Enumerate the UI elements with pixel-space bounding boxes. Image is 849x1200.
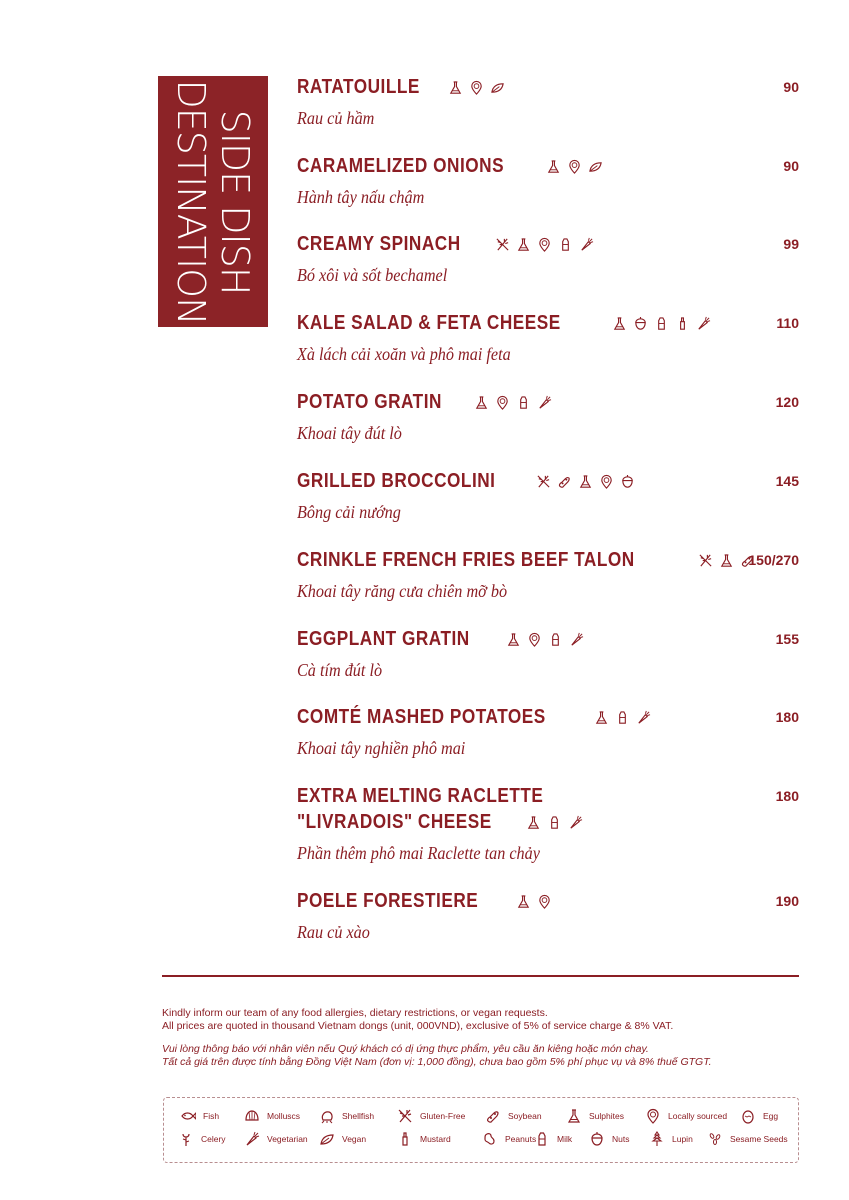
legend-label: Vegetarian	[267, 1134, 308, 1144]
menu-item-name: CREAMY SPINACH	[297, 233, 461, 255]
legend-entry	[180, 1108, 219, 1124]
legend-row-1	[164, 1108, 798, 1128]
sulphites-icon	[448, 80, 463, 95]
menu-item-description: Cà tím đút lò	[297, 660, 383, 680]
divider	[162, 975, 799, 977]
allergen-icons	[612, 310, 711, 336]
vegetarian-icon	[537, 395, 552, 410]
vegetarian-icon	[244, 1131, 260, 1147]
menu-item-name: EXTRA MELTING RACLETTE "LIVRADOIS" CHEESE	[297, 785, 544, 833]
legend-label: Sesame Seeds	[730, 1134, 788, 1144]
allergen-icons	[506, 626, 584, 652]
locally-sourced-icon	[599, 474, 614, 489]
milk-icon	[547, 815, 562, 830]
menu-item-price: 180	[775, 788, 799, 804]
fish-icon	[180, 1108, 196, 1124]
allergen-legend	[163, 1097, 799, 1163]
shellfish-icon	[319, 1108, 335, 1124]
milk-icon	[534, 1131, 550, 1147]
legend-entry	[707, 1131, 788, 1147]
legend-entry	[740, 1108, 778, 1124]
menu-item-price: 150/270	[748, 552, 799, 568]
locally-sourced-icon	[527, 632, 542, 647]
soybean-icon	[557, 474, 572, 489]
menu-item	[297, 468, 799, 524]
menu-item-price: 180	[775, 709, 799, 725]
milk-icon	[516, 395, 531, 410]
footer-notes	[162, 1007, 802, 1069]
sulphites-icon	[546, 159, 561, 174]
gluten-free-icon	[397, 1108, 413, 1124]
menu-item-description: Rau củ xào	[297, 922, 370, 942]
menu-item	[297, 153, 799, 209]
milk-icon	[558, 237, 573, 252]
menu-item	[297, 389, 799, 445]
legend-entry	[485, 1108, 542, 1124]
menu-item	[297, 231, 799, 287]
peanuts-icon	[482, 1131, 498, 1147]
section-title-line-1: SIDE DISH	[213, 109, 257, 294]
nuts-icon	[589, 1131, 605, 1147]
legend-entry	[178, 1131, 226, 1147]
legend-entry	[397, 1131, 451, 1147]
sulphites-icon	[506, 632, 521, 647]
sulphites-icon	[516, 894, 531, 909]
locally-sourced-icon	[469, 80, 484, 95]
mustard-icon	[397, 1131, 413, 1147]
menu-item	[297, 704, 799, 760]
locally-sourced-icon	[495, 395, 510, 410]
menu-item-price: 120	[775, 394, 799, 410]
soybean-icon	[485, 1108, 501, 1124]
sulphites-icon	[594, 710, 609, 725]
menu-item-name: CARAMELIZED ONIONS	[297, 155, 505, 177]
vegetarian-icon	[636, 710, 651, 725]
menu-item-description: Xà lách cải xoăn và phô mai feta	[297, 344, 511, 364]
legend-entry	[645, 1108, 727, 1124]
legend-label: Fish	[203, 1111, 220, 1121]
legend-label: Molluscs	[267, 1111, 301, 1121]
locally-sourced-icon	[567, 159, 582, 174]
menu-item-description: Khoai tây nghiền phô mai	[297, 738, 466, 758]
menu-item-description: Khoai tây đút lò	[297, 423, 402, 443]
lupin-icon	[649, 1131, 665, 1147]
note-prices-vi: Tất cả giá trên được tính bằng Đồng Việt Nam (đơn vị: 1,000 đồng), chưa bao gồm 5% phí phục vụ và 8% thuế GTGT.	[162, 1056, 712, 1068]
nuts-icon	[633, 316, 648, 331]
sesame-seeds-icon	[707, 1131, 723, 1147]
legend-row-2	[164, 1131, 798, 1151]
allergen-icons	[536, 468, 635, 494]
allergen-icons	[495, 231, 594, 257]
egg-icon	[740, 1108, 756, 1124]
sulphites-icon	[516, 237, 531, 252]
allergen-icons	[516, 888, 552, 914]
menu-item-price: 155	[775, 631, 799, 647]
legend-label: Vegan	[342, 1134, 367, 1144]
legend-label: Locally sourced	[668, 1111, 728, 1121]
sulphites-icon	[719, 553, 734, 568]
milk-icon	[548, 632, 563, 647]
legend-label: Milk	[557, 1134, 573, 1144]
vegetarian-icon	[568, 815, 583, 830]
menu-item-description: Hành tây nấu chậm	[297, 187, 425, 207]
menu-item	[297, 547, 799, 603]
milk-icon	[615, 710, 630, 725]
allergen-icons	[448, 74, 505, 100]
menu-item-price: 110	[776, 315, 799, 331]
legend-entry	[319, 1131, 366, 1147]
allergen-icons	[594, 704, 651, 730]
menu-item-name: KALE SALAD & FETA CHEESE	[297, 312, 561, 334]
note-prices-en: All prices are quoted in thousand Vietnam dongs (unit, 000VND), exclusive of 5% of service charge & 8% VAT.	[162, 1020, 674, 1032]
menu-item-name: POTATO GRATIN	[297, 391, 442, 413]
legend-label: Celery	[201, 1134, 226, 1144]
legend-label: Lupin	[672, 1134, 693, 1144]
menu-item-name: GRILLED BROCCOLINI	[297, 470, 496, 492]
legend-entry	[244, 1131, 308, 1147]
menu-item-price: 99	[783, 236, 799, 252]
menu-item	[297, 888, 799, 944]
vegetarian-icon	[579, 237, 594, 252]
sulphites-icon	[578, 474, 593, 489]
sulphites-icon	[612, 316, 627, 331]
legend-entry	[589, 1131, 629, 1147]
menu-item-description: Phần thêm phô mai Raclette tan chảy	[297, 843, 540, 863]
menu-item-description: Bó xôi và sốt bechamel	[297, 265, 448, 285]
legend-label: Peanuts	[505, 1134, 537, 1144]
locally-sourced-icon	[537, 894, 552, 909]
section-title-line-2: DESTINATION	[169, 78, 213, 325]
gluten-free-icon	[536, 474, 551, 489]
section-title	[169, 79, 257, 324]
gluten-free-icon	[698, 553, 713, 568]
menu-item	[297, 783, 799, 865]
menu-item-price: 90	[783, 158, 799, 174]
legend-label: Mustard	[420, 1134, 451, 1144]
allergen-icons	[474, 389, 552, 415]
legend-entry	[649, 1131, 693, 1147]
menu-item-name: CRINKLE FRENCH FRIES BEEF TALON	[297, 549, 635, 571]
menu-item-description: Rau củ hầm	[297, 108, 375, 128]
legend-entry	[482, 1131, 536, 1147]
vegetarian-icon	[696, 316, 711, 331]
locally-sourced-icon	[537, 237, 552, 252]
menu-item	[297, 310, 799, 366]
menu-item-name: RATATOUILLE	[297, 76, 420, 98]
molluscs-icon	[244, 1108, 260, 1124]
legend-label: Shellfish	[342, 1111, 375, 1121]
legend-entry	[319, 1108, 374, 1124]
menu-item-description: Bông cải nướng	[297, 502, 401, 522]
menu-item-price: 190	[775, 893, 799, 909]
mustard-icon	[675, 316, 690, 331]
menu-item-price: 90	[783, 79, 799, 95]
vegan-icon	[588, 159, 603, 174]
locally-sourced-icon	[645, 1108, 661, 1124]
legend-label: Gluten-Free	[420, 1111, 466, 1121]
legend-label: Soybean	[508, 1111, 542, 1121]
milk-icon	[654, 316, 669, 331]
legend-entry	[566, 1108, 624, 1124]
celery-icon	[178, 1131, 194, 1147]
legend-entry	[534, 1131, 572, 1147]
menu-item-name: EGGPLANT GRATIN	[297, 628, 470, 650]
sulphites-icon	[566, 1108, 582, 1124]
menu-item-price: 145	[775, 473, 799, 489]
allergen-icons	[546, 153, 603, 179]
note-allergy-vi: Vui lòng thông báo với nhân viên nếu Quý khách có dị ứng thực phẩm, yêu cầu ăn kiêng hoặc món chay.	[162, 1043, 649, 1055]
gluten-free-icon	[495, 237, 510, 252]
note-allergy-en: Kindly inform our team of any food allergies, dietary restrictions, or vegan requests.	[162, 1007, 548, 1019]
allergen-icons	[698, 547, 755, 573]
legend-label: Egg	[763, 1111, 779, 1121]
section-banner	[158, 76, 268, 327]
menu-item	[297, 626, 799, 682]
menu-item-name: POELE FORESTIERE	[297, 890, 479, 912]
menu-item-name: COMTÉ MASHED POTATOES	[297, 706, 546, 728]
vegan-icon	[490, 80, 505, 95]
nuts-icon	[620, 474, 635, 489]
sulphites-icon	[474, 395, 489, 410]
vegan-icon	[319, 1131, 335, 1147]
legend-label: Nuts	[612, 1134, 630, 1144]
menu-item-description: Khoai tây răng cưa chiên mỡ bò	[297, 581, 508, 601]
legend-label: Sulphites	[589, 1111, 624, 1121]
menu-item	[297, 74, 799, 130]
legend-entry	[397, 1108, 465, 1124]
vegetarian-icon	[569, 632, 584, 647]
legend-entry	[244, 1108, 300, 1124]
